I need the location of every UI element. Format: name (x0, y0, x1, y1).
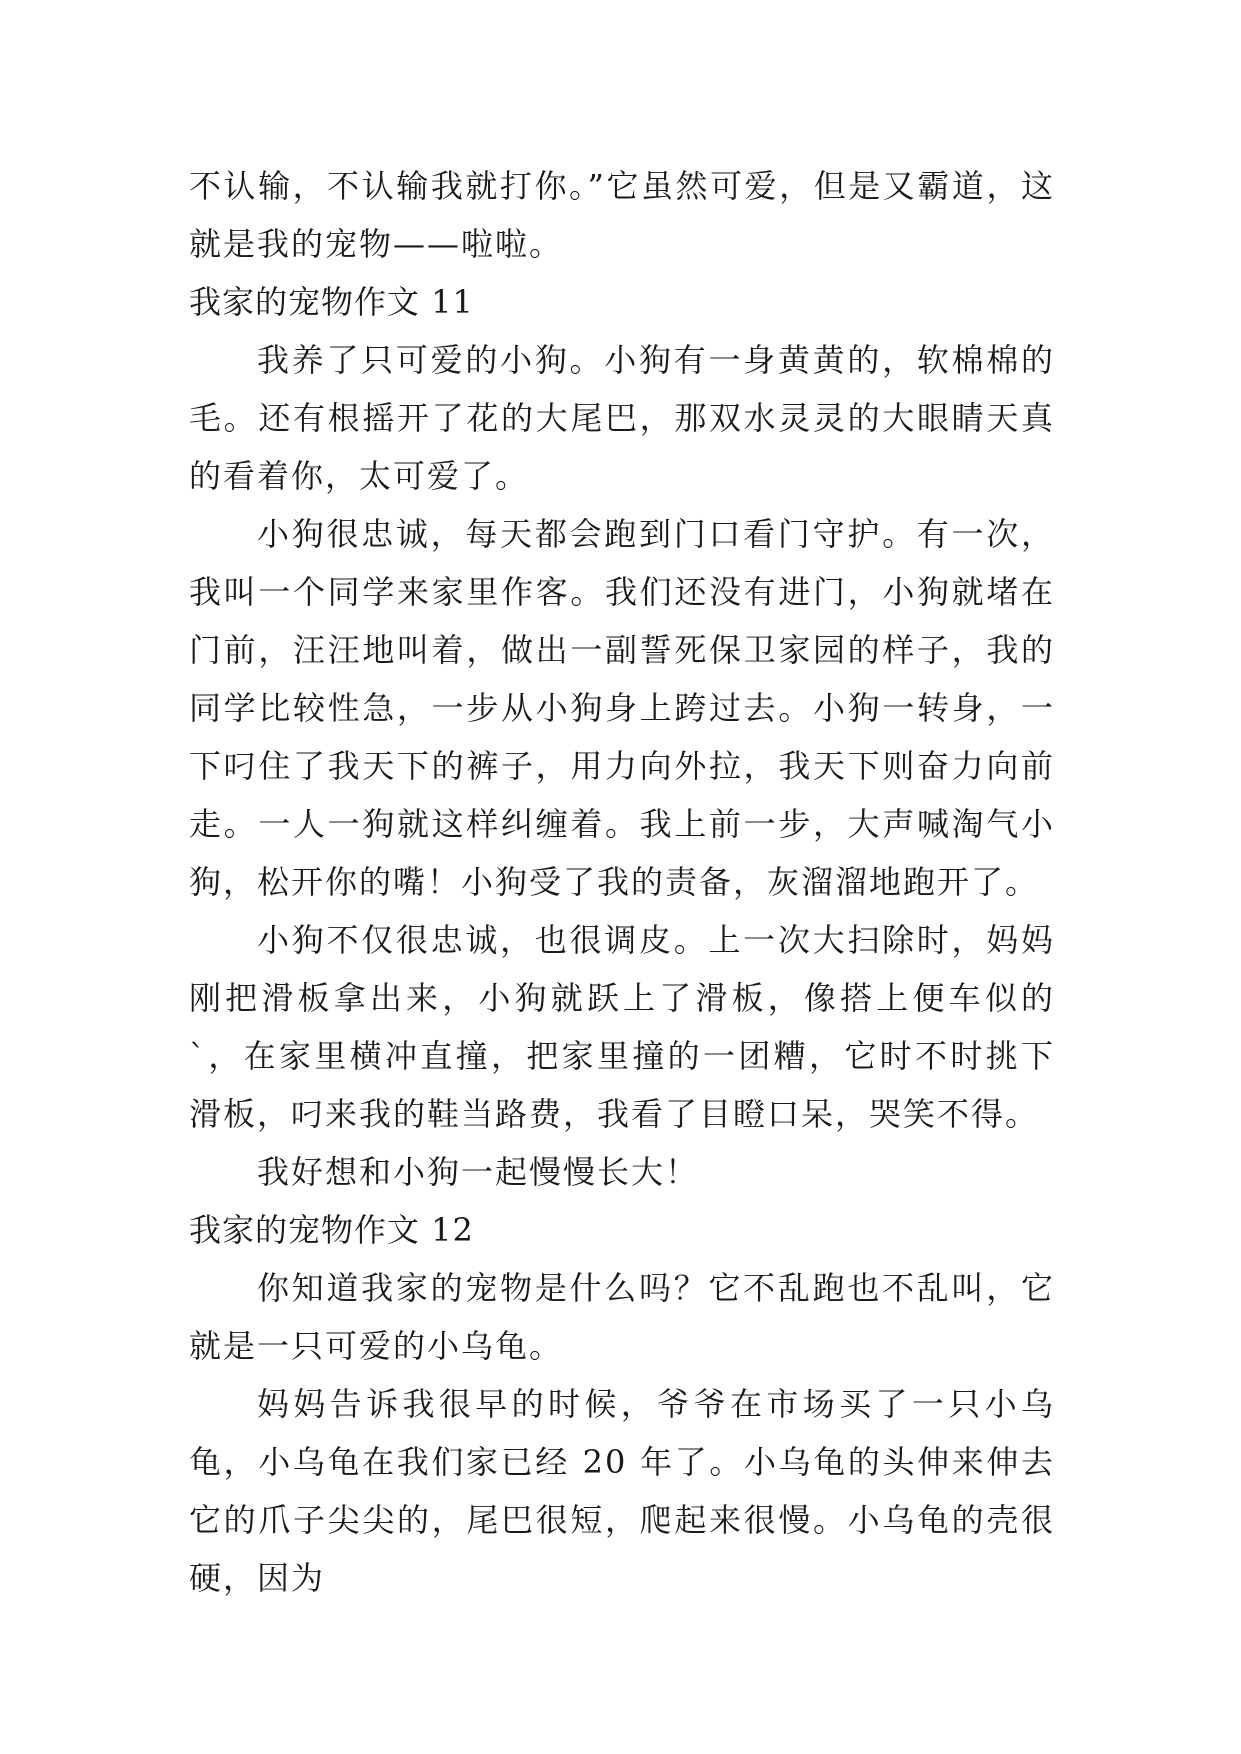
paragraph-continuation: 不认输，不认输我就打你。”它虽然可爱，但是又霸道，这就是我的宠物——啦啦。 (189, 167, 1055, 263)
paragraph: 我养了只可爱的小狗。小狗有一身黄黄的，软棉棉的毛。还有根摇开了花的大尾巴，那双水灵灵的大眼睛天真的看着你，太可爱了。 (189, 341, 1055, 495)
paragraph: 你知道我家的宠物是什么吗？它不乱跑也不乱叫，它就是一只可爱的小乌龟。 (189, 1269, 1055, 1365)
document-body (189, 157, 1055, 1607)
essay-heading-12: 我家的宠物作文 12 (189, 1211, 474, 1249)
paragraph: 小狗不仅很忠诚，也很调皮。上一次大扫除时，妈妈刚把滑板拿出来，小狗就跃上了滑板，像搭上便车似的`，在家里横冲直撞，把家里撞的一团糟，它时不时挑下滑板，叼来我的鞋当路费，我看了目瞪口呆，哭笑不得。 (189, 921, 1055, 1133)
paragraph: 我好想和小狗一起慢慢长大！ (257, 1153, 700, 1191)
essay-heading-11: 我家的宠物作文 11 (189, 283, 474, 321)
paragraph: 妈妈告诉我很早的时候，爷爷在市场买了一只小乌龟，小乌龟在我们家已经 20 年了。小乌龟的头伸来伸去它的爪子尖尖的，尾巴很短，爬起来很慢。小乌龟的壳很硬，因为 (189, 1385, 1055, 1597)
paragraph: 小狗很忠诚，每天都会跑到门口看门守护。有一次，我叫一个同学来家里作客。我们还没有进门，小狗就堵在门前，汪汪地叫着，做出一副誓死保卫家园的样子，我的同学比较性急，一步从小狗身上跨过去。小狗一转身，一下叼住了我天下的裤子，用力向外拉，我天下则奋力向前走。一人一狗就这样纠缠着。我上前一步，大声喊淘气小狗，松开你的嘴！小狗受了我的责备，灰溜溜地跑开了。 (189, 515, 1055, 901)
